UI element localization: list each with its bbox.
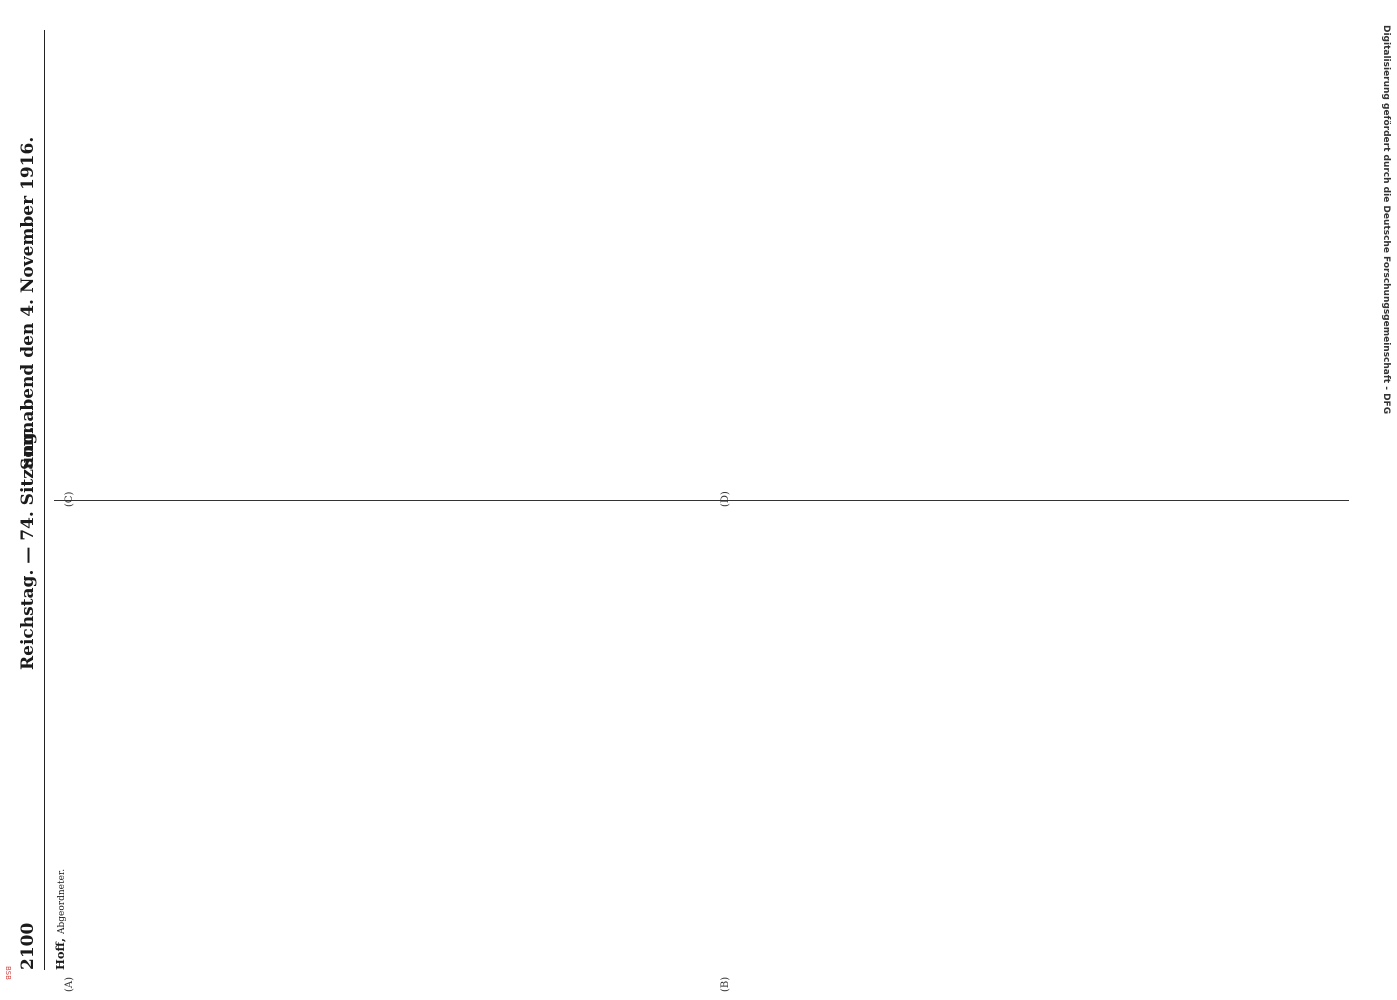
speech-paragraph: [132, 515, 145, 970]
page-number: 2100: [18, 922, 38, 970]
margin-marker-b: (B): [720, 976, 731, 992]
left-column: [54, 515, 1349, 970]
session-title: Reichstag. — 74. Sitzung.: [18, 426, 38, 670]
right-column: [54, 30, 1349, 485]
speech-paragraph: [195, 515, 208, 970]
speech-paragraph: [138, 30, 151, 485]
speech-paragraph: [216, 515, 229, 970]
session-date: Sonnabend den 4. November 1916.: [18, 136, 38, 470]
margin-marker-a: (A): [64, 976, 75, 992]
speech-paragraph: [75, 30, 88, 485]
right-paragraphs: [54, 30, 235, 485]
page-header: [10, 30, 45, 970]
speech-paragraph: [258, 515, 271, 970]
left-paragraphs: [69, 515, 271, 970]
speech-paragraph: [180, 30, 193, 485]
speech-paragraph: [69, 515, 82, 970]
library-stamp: BSB: [4, 966, 12, 980]
speech-paragraph: [237, 515, 250, 970]
speaker-role: Abgeordneter.: [57, 868, 67, 934]
speech-paragraph: [111, 515, 124, 970]
digitization-note: Digitalisierung gefördert durch die Deutsche Forschungsgemeinschaft - DFG: [1381, 25, 1391, 415]
speech-paragraph: [117, 30, 130, 485]
speech-paragraph: [201, 30, 214, 485]
speaker-line: [54, 515, 69, 970]
speech-paragraph: [153, 515, 166, 970]
speech-paragraph: [54, 30, 67, 485]
speech-paragraph: [96, 30, 109, 485]
speaker-name: Hoff,: [53, 938, 67, 970]
column-divider: [54, 500, 1349, 501]
speech-paragraph: [90, 515, 103, 970]
speech-paragraph: [222, 30, 235, 485]
speech-paragraph: [159, 30, 172, 485]
speech-paragraph: [174, 515, 187, 970]
